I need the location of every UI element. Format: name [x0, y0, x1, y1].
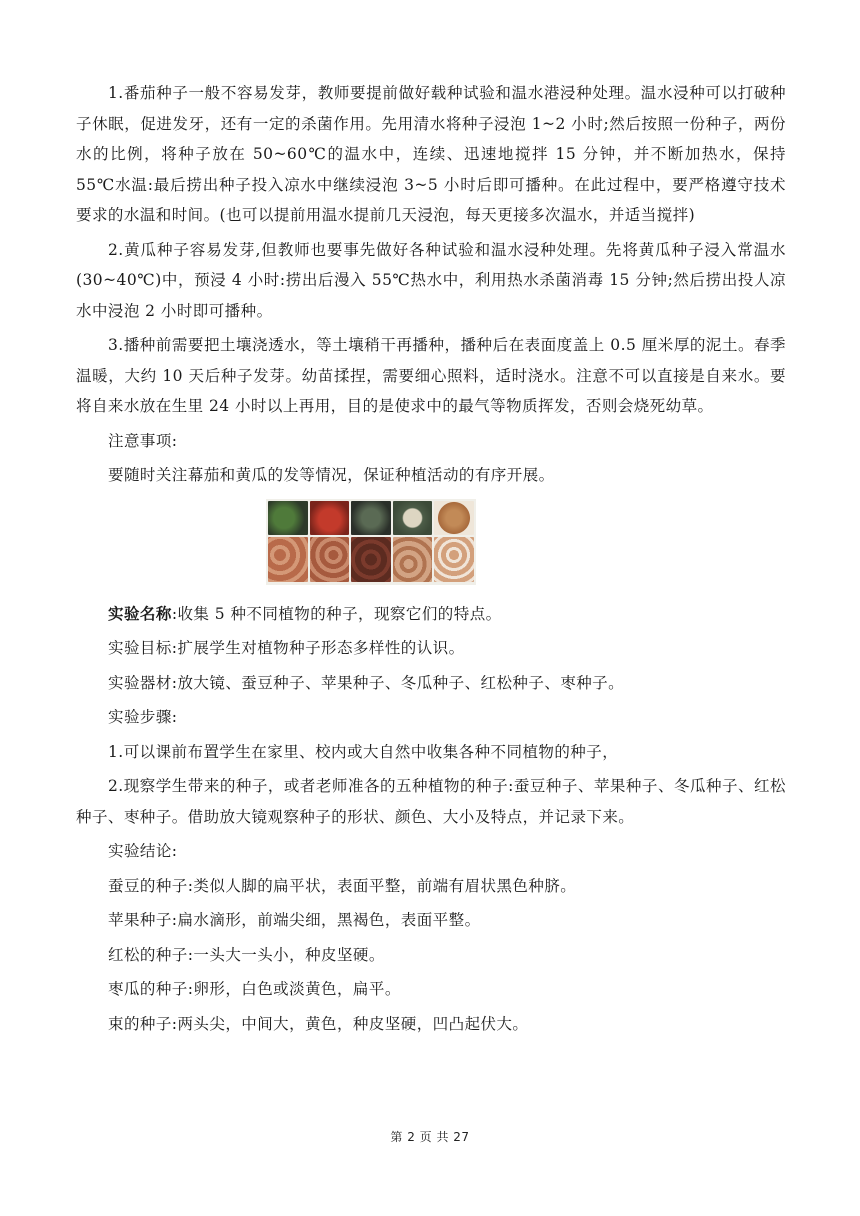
notes-heading: 注意事项: — [108, 431, 178, 450]
experiment-steps-heading: 实验步骤: — [108, 708, 178, 726]
conclusion-jujube: 束的种子:两头尖，中间大，黄色，种皮坚硬，凹凸起伏大。 — [108, 1014, 529, 1033]
experiment-goal: 实验目标:扩展学生对植物种子形态多样性的认识。 — [108, 639, 465, 657]
paragraph-sowing: 3.播种前需要把土壤浇透水，等土壤稍干再播种，播种后在表面度盖上 0.5 厘米厚的泥土。春季温暖，大约 10 天后种子发芽。幼苗揉捏，需要细心照料，适时浇水。注意不可以直接是自来水。要将自来水放在生里 24 小时以上再用，目的是使求中的最气等物质挥发，否则会烧死幼草。 — [76, 336, 786, 415]
conclusion-broad-bean: 蚕豆的种子:类似人脚的扁平状，表面平整，前端有眉状黑色种脐。 — [108, 876, 577, 895]
seed-photo-tile — [268, 501, 308, 536]
conclusion-pine: 红松的种子:一头大一头小，种皮坚硬。 — [108, 945, 385, 964]
seed-photo-tile — [351, 537, 391, 582]
experiment-step-2: 2.现察学生带来的种子，或者老师准各的五种植物的种子:蚕豆种子、苹果种子、冬瓜种子、红松种子、枣种子。借助放大镜观察种子的形状、颜色、大小及特点，并记录下来。 — [76, 777, 786, 826]
notes-body: 要随时关注幕茄和黄瓜的发等情况，保证种植活动的有序开展。 — [108, 466, 555, 484]
seed-photo-tile — [393, 501, 433, 536]
seeds-photo — [266, 499, 476, 585]
experiment-equipment: 实验器材:放大镜、蚕豆种子、苹果种子、冬瓜种子、红松种子、枣种子。 — [108, 673, 625, 692]
seed-photo-tile — [351, 501, 391, 536]
seed-photo-tile — [310, 501, 350, 536]
seed-photo-tile — [310, 537, 350, 582]
paragraph-tomato: 1.番茄种子一般不容易发芽，教师要提前做好载种试验和温水港浸种处理。温水浸种可以打破种子休眠，促进发牙，还有一定的杀菌作用。先用清水将种子浸泡 1~2 小时;然后按照一份种子，两份水的比例，将种子放在 50~60℃的温水中，连续、迅速地搅拌 15 分钟，并不断加热水，保持 55℃水温:最后捞出种子投入凉水中继续浸泡 3~5 小时后即可播种。在此过程中，要严格遵守技术要求的水温和时间。(也可以提前用温水提前几天浸泡，每天更接多次温水，并适当搅拌) — [76, 84, 786, 224]
seed-photo-tile — [393, 537, 433, 582]
seed-photo-tile — [434, 501, 474, 536]
page-content — [76, 78, 786, 1043]
experiment-name-label: 实验名称 — [108, 603, 172, 623]
experiment-conclusion-heading: 实验结论: — [108, 842, 178, 860]
conclusion-apple: 苹果种子:扁水滴形，前端尖细，黑褐色，表面平整。 — [108, 911, 481, 929]
conclusion-wax-gourd: 枣瓜的种子:卵形，白色或淡黄色，扁平。 — [108, 980, 401, 998]
seed-photo-tile — [434, 537, 474, 582]
page-number-footer: 第 2 页 共 27 — [390, 1130, 470, 1144]
experiment-name-value: :收集 5 种不同植物的种子，现察它们的特点。 — [171, 604, 502, 623]
experiment-step-1: 1.可以课前布置学生在家里、校内或大自然中收集各种不同植物的种子， — [108, 742, 619, 761]
experiment-name — [76, 599, 786, 630]
seed-photo-tile — [268, 537, 308, 582]
paragraph-cucumber: 2.黄瓜种子容易发芽,但教师也要事先做好各种试验和温水浸种处理。先将黄瓜种子浸入常温水(30~40℃)中，预浸 4 小时:捞出后漫入 55℃热水中，利用热水杀菌消毒 15 分钟;然后捞出投人凉水中浸泡 2 小时即可播种。 — [76, 240, 786, 320]
